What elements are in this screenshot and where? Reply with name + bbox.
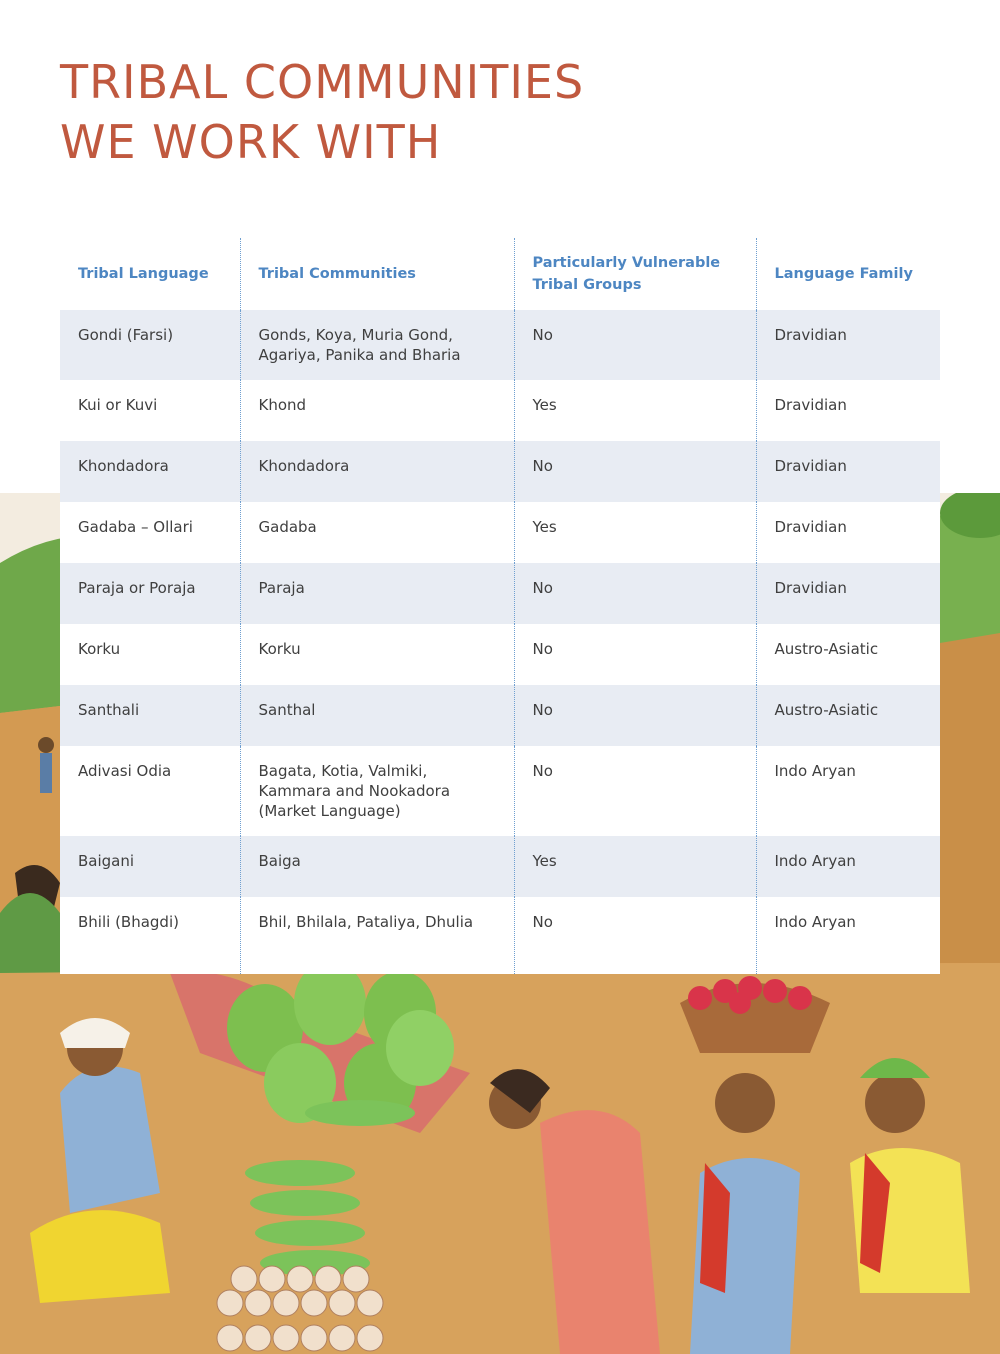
cell-language: Bhili (Bhagdi) <box>78 913 179 931</box>
cell-pvtg: No <box>514 624 756 685</box>
table-row <box>60 502 940 563</box>
cell-language: Gadaba – Ollari <box>78 518 193 536</box>
cell-pvtg: No <box>514 441 756 502</box>
cell-pvtg: No <box>514 746 756 836</box>
cell-family: Dravidian <box>756 563 940 624</box>
page-title <box>60 52 584 172</box>
column-header-family: Language Family <box>756 238 940 310</box>
cell-communities: Gadaba <box>240 502 514 563</box>
cell-pvtg: No <box>514 563 756 624</box>
table-row <box>60 624 940 685</box>
tribal-communities-table-container <box>60 238 940 974</box>
cell-communities: Bagata, Kotia, Valmiki, Kammara and Nookadora (Market Language) <box>240 746 514 836</box>
table-header-row <box>60 238 940 310</box>
cell-language: Korku <box>78 640 121 658</box>
tribal-communities-table <box>60 238 940 974</box>
cell-language: Gondi (Farsi) <box>60 310 240 380</box>
cell-pvtg: No <box>514 685 756 746</box>
table-row <box>60 685 940 746</box>
cell-pvtg: Yes <box>514 380 756 441</box>
cell-language: Adivasi Odia <box>78 762 172 780</box>
table-row <box>60 380 940 441</box>
cell-communities: Khond <box>240 380 514 441</box>
cell-language: Paraja or Poraja <box>60 563 240 624</box>
cell-family: Dravidian <box>756 441 940 502</box>
cell-family: Austro-Asiatic <box>756 685 940 746</box>
page-title-line-2: WE WORK WITH <box>60 115 442 169</box>
table-row <box>60 310 940 380</box>
cell-pvtg: Yes <box>514 836 756 897</box>
column-header-language: Tribal Language <box>78 266 209 282</box>
cell-pvtg: No <box>514 310 756 380</box>
cell-communities: Khondadora <box>240 441 514 502</box>
table-row <box>60 746 940 836</box>
cell-family: Dravidian <box>756 502 940 563</box>
table-row <box>60 563 940 624</box>
cell-pvtg: No <box>514 897 756 974</box>
cell-family: Dravidian <box>756 310 940 380</box>
cell-communities: Santhal <box>240 685 514 746</box>
table-row <box>60 897 940 974</box>
cell-pvtg: Yes <box>514 502 756 563</box>
cell-communities: Bhil, Bhilala, Pataliya, Dhulia <box>240 897 514 974</box>
cell-communities: Paraja <box>240 563 514 624</box>
cell-family: Indo Aryan <box>756 746 940 836</box>
cell-family: Austro-Asiatic <box>756 624 940 685</box>
cell-family: Indo Aryan <box>756 897 940 974</box>
cell-language: Kui or Kuvi <box>78 396 158 414</box>
cell-communities: Baiga <box>240 836 514 897</box>
column-header-communities: Tribal Communities <box>240 238 514 310</box>
cell-family: Indo Aryan <box>756 836 940 897</box>
cell-language: Khondadora <box>60 441 240 502</box>
column-header-pvtg: Particularly Vulnerable Tribal Groups <box>514 238 756 310</box>
cell-language: Santhali <box>60 685 240 746</box>
page-title-line-1: TRIBAL COMMUNITIES <box>60 55 585 109</box>
table-row <box>60 836 940 897</box>
cell-family: Dravidian <box>756 380 940 441</box>
cell-communities: Gonds, Koya, Muria Gond, Agariya, Panika and Bharia <box>240 310 514 380</box>
cell-communities: Korku <box>240 624 514 685</box>
cell-language: Baigani <box>60 836 240 897</box>
table-row <box>60 441 940 502</box>
